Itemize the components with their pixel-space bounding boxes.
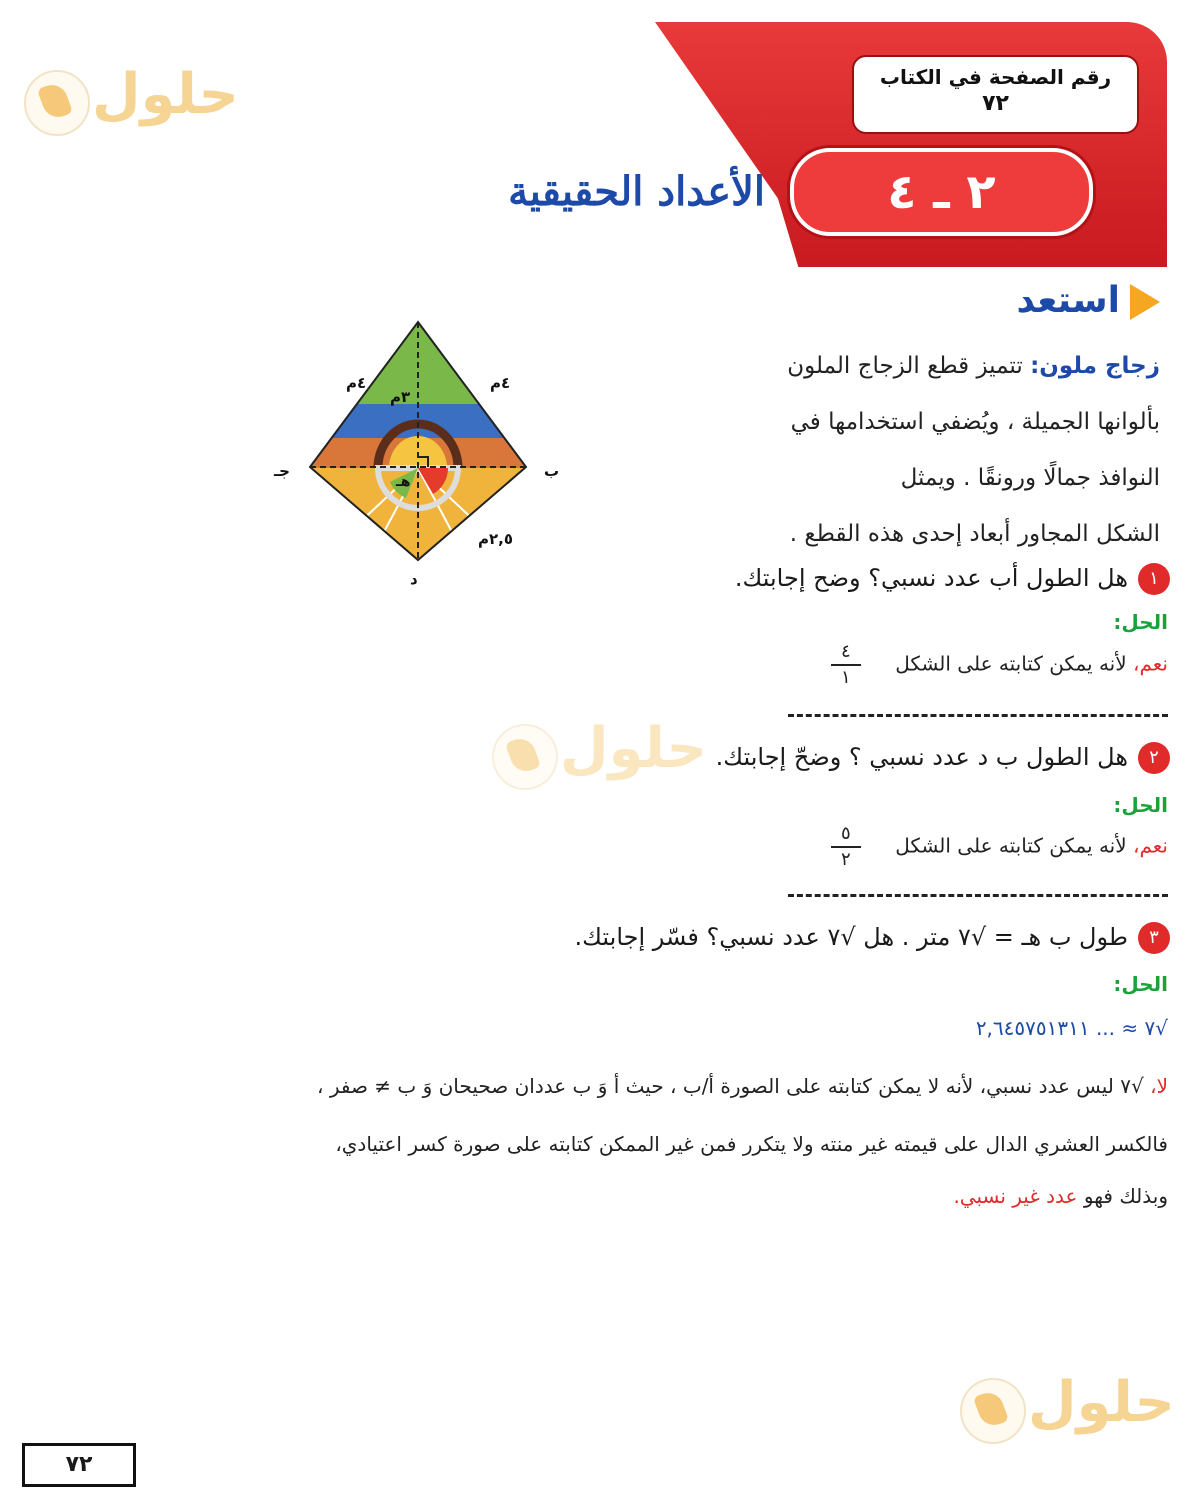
question-text: هل الطول ب د عدد نسبي ؟ وضحّ إجابتك.: [715, 743, 1128, 771]
answer-no: لا،: [1150, 1074, 1168, 1098]
fraction-numerator: ٤: [841, 641, 851, 662]
watermark-icon: [960, 1378, 1026, 1444]
watermark-text: حلول: [1028, 1370, 1175, 1435]
conclusion: عدد غير نسبي.: [953, 1184, 1078, 1208]
explanation-line-1: لا، √٧ ليس عدد نسبي، لأنه لا يمكن كتابته على الصورة أ/ب ، حيث أ وَ ب عددان صحيحان وَ ب ≠ صفر ،: [317, 1074, 1168, 1098]
watermark-icon: [492, 724, 558, 790]
answer-text: لأنه يمكن كتابته على الشكل: [895, 651, 1127, 676]
label-height: ٣م: [390, 388, 411, 406]
question-1: [735, 563, 1170, 595]
fraction-denominator: ١: [841, 667, 851, 688]
solution-label-3: الحل:: [1113, 972, 1168, 996]
fraction-denominator: ٢: [841, 849, 851, 870]
label-lower-side: ٢,٥م: [478, 530, 514, 548]
explanation-line-3: وبذلك فهو عدد غير نسبي.: [953, 1184, 1168, 1208]
section-title: استعد: [900, 280, 1160, 321]
fraction: [831, 640, 861, 690]
intro-paragraph: [640, 338, 1160, 562]
footer-page-number: ٧٢: [22, 1443, 136, 1487]
answer-2: [831, 822, 1168, 872]
question-number: ٣: [1138, 922, 1170, 954]
book-page-box: [852, 55, 1139, 134]
label-left-side: ٤م: [346, 374, 367, 392]
question-number: ١: [1138, 563, 1170, 595]
answer-1: [831, 640, 1168, 690]
fraction-numerator: ٥: [841, 823, 851, 844]
watermark-logo-top: [24, 62, 239, 142]
fraction: [831, 822, 861, 872]
lesson-number: ٢ ـ ٤: [790, 148, 1093, 236]
question-text: هل الطول أب عدد نسبي؟ وضح إجابتك.: [734, 564, 1128, 592]
intro-line-2: بألوانها الجميلة ، ويُضفي استخدامها في: [790, 409, 1160, 435]
answer-yes: نعم،: [1133, 651, 1168, 676]
stained-glass-figure: [268, 312, 568, 594]
approximation: √٧ ≈ ... ٢,٦٤٥٧٥١٣١١: [975, 1016, 1168, 1040]
watermark-text: حلول: [92, 62, 239, 127]
intro-line-4: الشكل المجاور أبعاد إحدى هذه القطع .: [789, 521, 1160, 547]
book-page-label: رقم الصفحة في الكتاب: [879, 65, 1112, 89]
solution-label-2: الحل:: [1113, 793, 1168, 817]
label-right-side: ٤م: [490, 374, 511, 392]
question-text: طول ب هـ = √٧ متر . هل √٧ عدد نسبي؟ فسّر إجابتك.: [574, 923, 1128, 951]
question-3: [575, 922, 1170, 954]
book-page-number: ٧٢: [982, 91, 1009, 116]
answer-yes: نعم،: [1133, 833, 1168, 858]
vertex-left: جـ: [274, 462, 290, 480]
explanation-line-2: فالكسر العشري الدال على قيمته غير منته ولا يتكرر فمن غير الممكن كتابته على صورة كسر اعتيادي،: [335, 1132, 1168, 1156]
vertex-right: ب: [544, 462, 560, 480]
question-number: ٢: [1138, 742, 1170, 774]
intro-line-3: النوافذ جمالًا ورونقًا . ويمثل: [900, 465, 1160, 491]
watermark-logo-middle: [492, 716, 707, 796]
divider: [788, 894, 1168, 897]
divider: [788, 714, 1168, 717]
lesson-title: الأعداد الحقيقية: [508, 168, 765, 215]
solution-label-1: الحل:: [1113, 610, 1168, 634]
watermark-text: حلول: [560, 716, 707, 781]
answer-text: لأنه يمكن كتابته على الشكل: [895, 833, 1127, 858]
question-2: [716, 742, 1170, 774]
watermark-logo-bottom: [960, 1370, 1175, 1450]
intro-line-1: زجاج ملون: تتميز قطع الزجاج الملون: [787, 353, 1160, 379]
watermark-icon: [24, 70, 90, 136]
intro-keyword: زجاج ملون:: [1030, 353, 1160, 379]
arrow-icon: [1130, 284, 1160, 320]
vertex-bottom: د: [410, 570, 418, 588]
center-label: هـ: [396, 474, 411, 490]
